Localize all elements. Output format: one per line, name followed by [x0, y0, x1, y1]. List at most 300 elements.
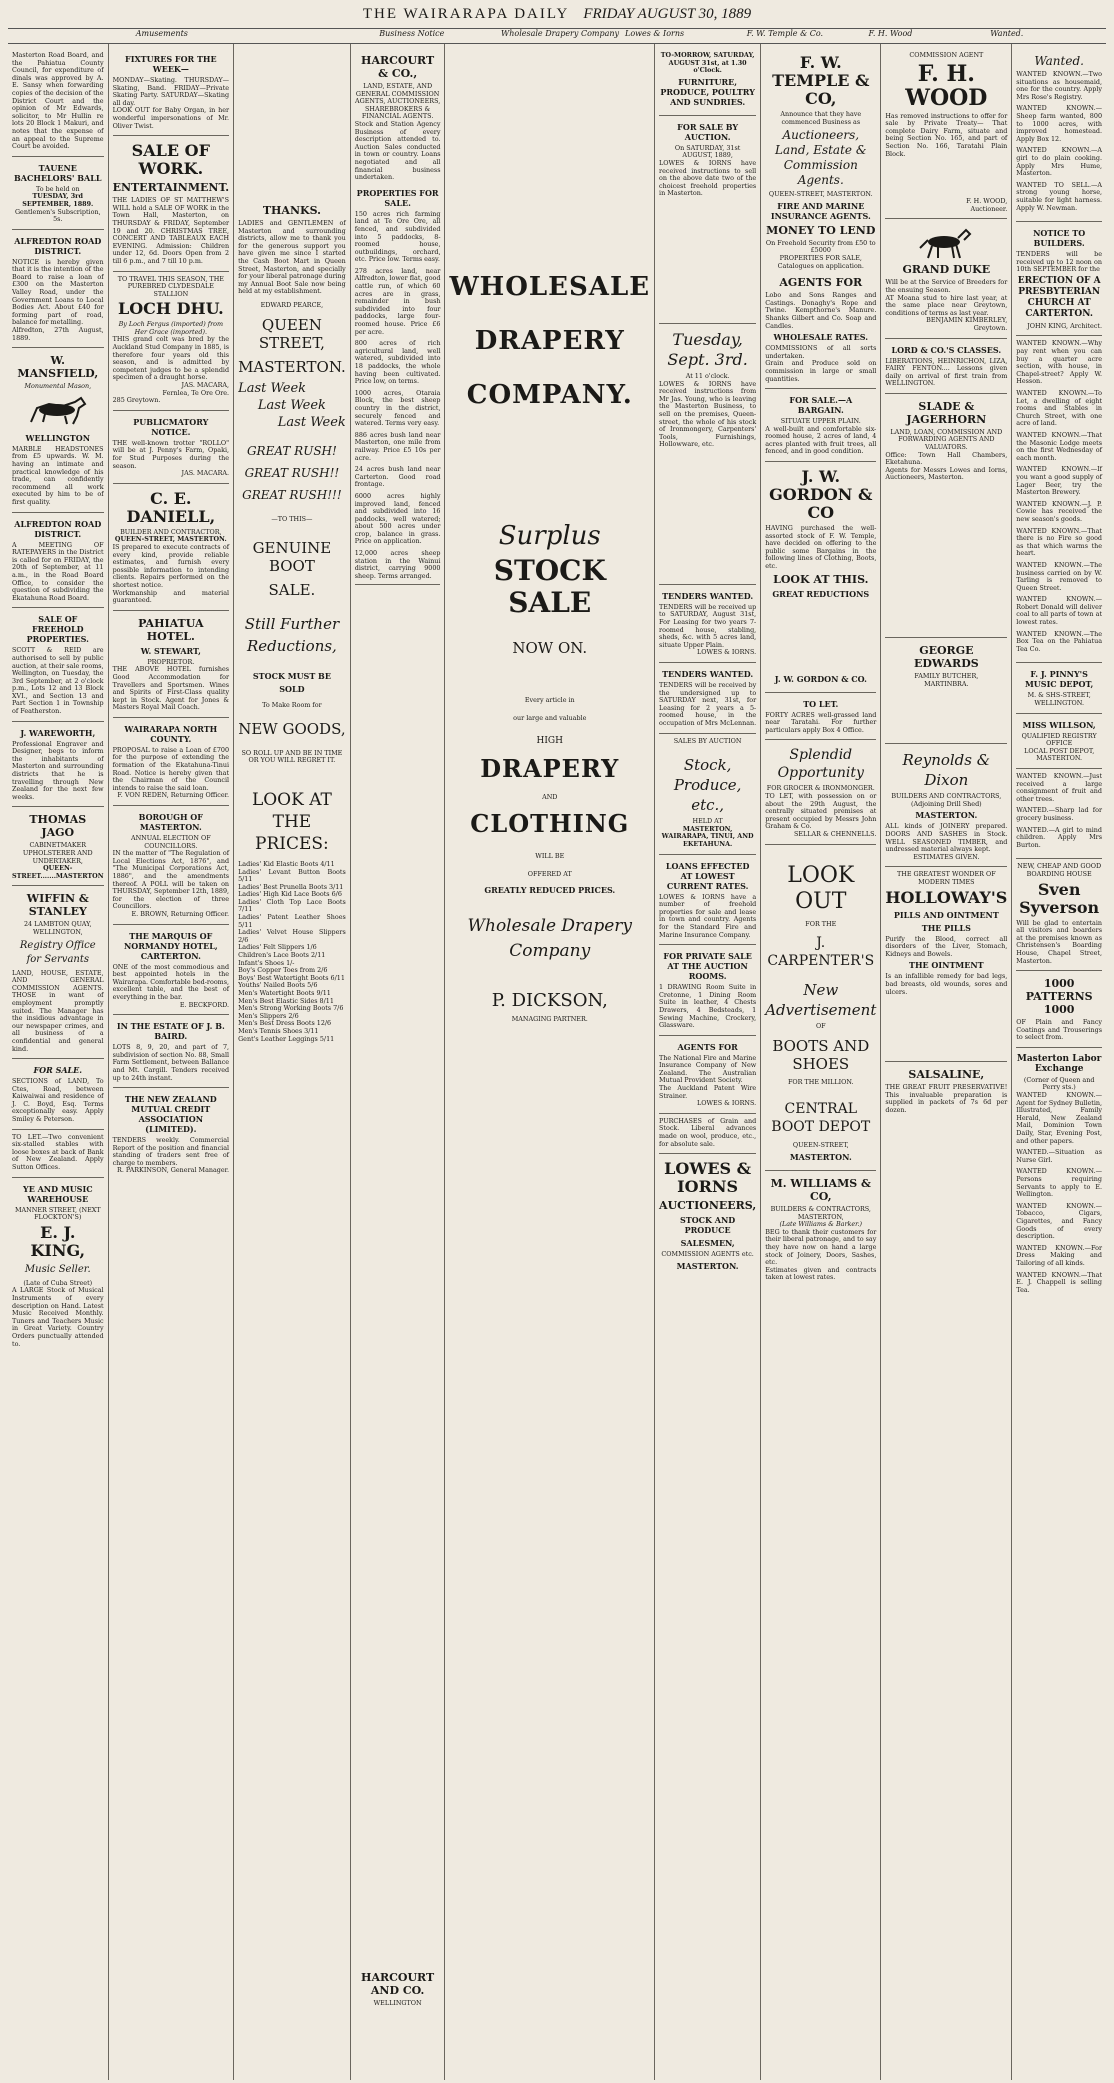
- ad-freehold-sale: [12, 608, 104, 721]
- ad-carpenter: [765, 845, 876, 1171]
- ad-display: NEW GOODS,: [238, 719, 346, 738]
- ad-title: Splendid Opportunity: [777, 747, 864, 782]
- ad-sign: JOHN KING, Architect.: [1027, 321, 1103, 330]
- ad-meeting: [12, 513, 104, 609]
- ad-display: Wholesale Drapery: [467, 915, 632, 936]
- property-item: 886 acres bush land near Masterton, one mile from railway. Price £5 10s per acre.: [354, 430, 441, 462]
- wanted-item: WANTED KNOWN.—Sheep farm wanted, 800 to 1000 acres, with improved homestead. Apply Box 12.: [1016, 104, 1103, 143]
- ad-display: OF: [815, 1022, 826, 1031]
- ad-sign: F. H. WOOD,: [966, 197, 1008, 206]
- ad-display: QUEEN STREET,: [258, 315, 325, 352]
- ad-display: GREAT RUSH! GREAT RUSH!! GREAT RUSH!!!: [242, 443, 342, 502]
- ad-title: Stock, Produce, etc.,: [673, 756, 742, 815]
- ad-sign: Greytown.: [973, 323, 1008, 332]
- ad-title: FURNITURE, PRODUCE, POULTRY AND SUNDRIES.: [660, 76, 755, 107]
- ad-fixtures: [113, 48, 230, 136]
- ad-title: FOR SALE.—A BARGAIN.: [789, 395, 853, 416]
- ad-display: New Advertisement: [765, 981, 877, 1020]
- wanted-item: WANTED KNOWN.—Two situations as housemaid, one for the country. Apply Mrs Rose's Registry.: [1016, 70, 1103, 101]
- section-label: Wholesale Drapery Company: [501, 29, 620, 38]
- ad-display: LOOK OUT: [787, 862, 855, 914]
- ad-private-sale: [659, 945, 756, 1036]
- ad-place: QUEEN-STREET.......MASTERTON: [12, 864, 104, 880]
- ad-display: NOW ON.: [512, 639, 588, 657]
- ad-sub: Announce that they have commenced Business as: [780, 110, 862, 126]
- column-9: [1012, 44, 1106, 2080]
- wanted-item: WANTED.—Sharp lad for grocery business.: [1016, 806, 1103, 822]
- section-label: Amusements: [135, 29, 188, 38]
- ad-labor-exchange: [1016, 1048, 1102, 1299]
- ad-splendid: [765, 740, 876, 844]
- ad-display: To Make Room for: [262, 701, 322, 710]
- divider: [355, 584, 441, 585]
- ad-wiffin: [12, 886, 104, 1059]
- ad-text: TENDERS will be received by the undersigned up to SATURDAY next, 31st, for Leasing for 2 years a 5-roomed house, in the occupation of Mrs McLennan.: [659, 681, 757, 727]
- price-line: Infant's Shoes 1/-: [238, 958, 295, 967]
- wanted-item: WANTED KNOWN.—Tobacco, Cigars, Cigarettes, and Fancy Goods of every description.: [1016, 1201, 1103, 1241]
- ad-sign: LOWES & IORNS.: [697, 1099, 757, 1108]
- ad-title: LORD & CO.'S CLASSES.: [891, 344, 1002, 355]
- ad-title: ALFREDTON ROAD DISTRICT.: [14, 518, 102, 539]
- ad-sign: Fernlea, Te Ore Ore.: [162, 388, 230, 397]
- column-6: [655, 44, 761, 2080]
- ad-text: ALL kinds of JOINERY prepared. DOORS AND SASHES in Stock. WELL SEASONED TIMBER, and undressed material always kept.: [885, 822, 1008, 854]
- ad-text: Is an infallible remedy for bad legs, bad breasts, old wounds, sores and ulcers.: [885, 972, 1008, 996]
- ad-sub: ANNUAL ELECTION OF COUNCILLORS.: [130, 834, 211, 850]
- ad-sub: NEW, CHEAP AND GOOD BOARDING HOUSE: [1017, 862, 1102, 878]
- ad-text: WANTED KNOWN.—Agent for Sydney Bulletin, Illustrated, Family Herald, New Zealand Mail, Dominion Town Daily, Star, Evening Post, and other papers.: [1016, 1091, 1103, 1145]
- price-line: Men's Watertight Boots 9/11: [238, 989, 331, 997]
- ad-sub: QUALIFIED REGISTRY OFFICE: [1021, 731, 1097, 748]
- ad-title: Reynolds & Dixon: [902, 751, 991, 790]
- ad-place: MASTERTON.: [1036, 754, 1083, 763]
- column-2: [109, 44, 235, 2080]
- property-item: 150 acres rich farming land at Te Ore Ore, all fenced, and subdivided into 5 paddocks, 8-roomed house, outbuildings, orchard, etc. Price low. Terms easy.: [354, 209, 441, 264]
- ad-heading: Registry Office for Servants: [19, 939, 96, 965]
- ad-text: BEG to thank their customers for their liberal patronage, and to say they have now on hand a large stock of Joinery, Doors, Sashes, etc.: [765, 1227, 877, 1267]
- ad-sub: AGENTS FOR: [779, 276, 863, 290]
- ad-display: STOCK SALE: [493, 554, 606, 619]
- ad-wholesale-drapery: [449, 48, 650, 1028]
- ad-sub: HELD AT: [692, 817, 723, 826]
- ad-loans: [659, 855, 756, 946]
- ad-display: QUEEN-STREET,: [792, 1141, 849, 1150]
- ad-title: SALSALINE,: [908, 1068, 985, 1082]
- ad-tenders-2: [659, 663, 756, 734]
- ad-display: OFFERED AT: [527, 869, 572, 878]
- wanted-item: WANTED KNOWN.—If you want a good supply of Lager Beer, try the Masterton Brewery.: [1016, 465, 1103, 497]
- ad-sub: AUCTIONEERS,: [659, 1199, 757, 1213]
- price-line: Gent's Leather Leggings 5/11: [238, 1034, 335, 1043]
- ad-text: Will be at the Service of Breeders for the ensuing Season.: [885, 278, 1008, 294]
- ad-title: F. J. PINNY'S MUSIC DEPOT,: [1024, 669, 1094, 690]
- ad-patterns: [1016, 971, 1102, 1048]
- price-line: Ladies' Patent Leather Shoes 5/11: [238, 913, 346, 929]
- ad-role: FAMILY BUTCHER,: [914, 672, 979, 681]
- ad-display: our large and valuable: [513, 713, 587, 722]
- ad-display: BOOTS AND SHOES: [772, 1036, 870, 1073]
- ad-title: TENDERS WANTED.: [662, 590, 754, 601]
- ad-tenders: [659, 585, 756, 663]
- ad-sub: ERECTION OF A PRESBYTERIAN CHURCH AT CARTERTON.: [1017, 275, 1101, 319]
- ad-text: LIBERATIONS, HEINRICHON, LIZA, FAIRY FENTON.... Lessons given daily on arrival of first train from WELLINGTON.: [885, 356, 1008, 388]
- ad-county: [113, 718, 230, 806]
- ad-text: Grain and Produce sold on commission in large or small quantities.: [765, 359, 877, 383]
- ad-text: On Freehold Security from £50 to £5000: [765, 238, 876, 255]
- ad-title: SALE OF WORK.: [131, 141, 210, 179]
- ad-display: WHOLESALE: [449, 272, 651, 302]
- ad-marquis-hotel: [113, 925, 230, 1016]
- section-label: F. W. Temple & Co.: [746, 29, 824, 38]
- ad-sub: (Corner of Queen and Perry sts.): [1023, 1075, 1095, 1092]
- ad-place: MASTERTON.: [915, 810, 978, 821]
- ad-sub: SITUATE UPPER PLAIN.: [780, 417, 861, 426]
- price-line: Ladies' Cloth Top Lace Boots 7/11: [238, 897, 346, 914]
- ad-title: M. WILLIAMS & CO,: [770, 1176, 871, 1203]
- wanted-item: WANTED KNOWN.—Persons requiring Servants to apply to E. Wellington.: [1016, 1167, 1103, 1199]
- ad-title: PROPERTIES FOR SALE.: [356, 187, 439, 208]
- ad-title: J. WAREWORTH,: [20, 727, 96, 738]
- ad-text: Estimates given and contracts taken at lowest rates.: [765, 1265, 877, 1282]
- wanted-item: WANTED KNOWN.—That the Masonic Lodge meets on the first Wednesday of each month.: [1016, 431, 1103, 462]
- ad-sub: COMMISSION AGENTS etc.: [661, 1250, 754, 1259]
- columns: [8, 44, 1106, 2080]
- ad-pinny-music: [1016, 663, 1102, 713]
- ad-addr: M. & SHS-STREET, WELLINGTON.: [1027, 691, 1091, 708]
- ad-display: CENTRAL BOOT DEPOT: [771, 1101, 871, 1136]
- ad-display: COMPANY.: [466, 380, 633, 410]
- ad-display: MANAGING PARTNER.: [511, 1014, 588, 1023]
- price-line: Ladies' High Kid Lace Boots 6/6: [238, 890, 342, 899]
- ad-lord-classes: [885, 339, 1007, 394]
- ad-sign: E. BECKFORD.: [179, 1000, 230, 1009]
- ad-display: MASTERTON.: [789, 1151, 852, 1162]
- ad-text: Purify the Blood, correct all disorders of the Liver, Stomach, Kidneys and Bowels.: [885, 934, 1008, 958]
- ad-sign: F. VON REDEN, Returning Officer.: [117, 791, 230, 800]
- ad-title: LOWES & IORNS: [664, 1159, 752, 1197]
- ad-road-board: [12, 230, 104, 349]
- ad-agents: [659, 1036, 756, 1114]
- ad-sub: FIRE AND MARINE INSURANCE AGENTS.: [770, 200, 871, 221]
- ad-sub: ESTIMATES GIVEN.: [913, 852, 980, 861]
- ad-place: MASTERTON,: [797, 1212, 844, 1221]
- wanted-item: WANTED KNOWN.—A girl to do plain cooking. Apply Mrs Hume, Masterton.: [1016, 146, 1103, 178]
- ad-title: ALFREDTON ROAD DISTRICT.: [14, 235, 102, 256]
- section-label: [8, 29, 130, 43]
- ad-role: BUILDERS AND CONTRACTORS,: [891, 792, 1002, 801]
- ad-line: Gentlemen's Subscription, 5s.: [14, 207, 101, 224]
- ad-sub: SALES BY AUCTION: [673, 736, 742, 745]
- ad-display: Last Week: [277, 414, 346, 430]
- ad-wood: [885, 48, 1007, 219]
- ad-to-let: [765, 693, 876, 741]
- ad-title: TO LET.: [803, 698, 839, 709]
- ad-sub: LOOK AT THIS.: [773, 572, 869, 586]
- column-text-block: [355, 589, 441, 1969]
- ad-text: TENDERS will be received up to SATURDAY, August 31st, For Leasing for two years 7-roomed house, stabling, sheds, &c. with 5 acres land, situate Upper Plain.: [659, 602, 757, 649]
- ad-text: A well-built and comfortable six-roomed house, 2 acres of land, 4 acres planted with fruit trees, all fenced, and in good condition.: [765, 424, 877, 456]
- price-list: [238, 861, 346, 1043]
- ad-jago: [12, 807, 104, 886]
- property-item: 1000 acres, Otaraia Block, the best sheep country in the district, securely fenced and watered. Terms very easy.: [354, 388, 441, 428]
- ad-daniell: [113, 484, 230, 611]
- ad-text: PURCHASES of Grain and Stock. Liberal advances made on wool, produce, etc., for absolute sale.: [659, 1116, 757, 1148]
- ad-name: E. J. KING,: [30, 1222, 86, 1260]
- ad-sub: At 11 o'clock.: [685, 371, 730, 380]
- ad-sign: JAS. MACARA.: [181, 469, 230, 478]
- ad-title: FIXTURES FOR THE WEEK—: [125, 54, 217, 74]
- price-line: Ladies' Best Prunella Boots 3/11: [238, 882, 344, 891]
- ad-text: THE ABOVE HOTEL furnishes Good Accommodation for Travellers and Sportsmen. Wines and Spirits of First-Class quality kept in Stock. Agent for Jones & Masters Royal Mail Coach.: [112, 665, 230, 712]
- price-line: Ladies' Felt Slippers 1/6: [238, 943, 317, 952]
- ad-title: Masterton Labor Exchange: [1016, 1053, 1102, 1074]
- ad-line: To be held on: [35, 184, 80, 193]
- ad-sub: (Adjoining Drill Shed): [910, 799, 982, 808]
- ad-sign: 285 Greytown.: [112, 396, 161, 405]
- ad-display: —TO THIS—: [271, 514, 313, 523]
- ad-tuesday-sale: [659, 324, 756, 585]
- ad-title: HARCOURT & CO.,: [361, 54, 435, 80]
- ad-text: Masterton Road Board, and the Pahiatua County Council, for expenditure of dinals was approved by A. E. Sansy when forwarding copies of the decision of the District Court and the opinion of Mr Edwards, solicitor, to Mr Hullin re lots 20 Block 1 Makuri, and notes that the expense of an appeal to the Supreme Court be avoided.: [12, 51, 104, 151]
- ad-display: DRAPERY: [480, 753, 620, 783]
- ad-title: THOMAS JAGO: [29, 813, 87, 840]
- ad-reynolds: [885, 744, 1007, 867]
- ad-addr: QUEEN-STREET, MASTERTON.: [768, 190, 873, 199]
- horse-icon: [885, 226, 1007, 260]
- ad-display: STOCK MUST BE: [252, 671, 331, 682]
- ad-text: PROPOSAL to raise a Loan of £700 for the purpose of extending the formation of the Ekatahuna-Tinui Road. Notice is hereby given that the Chairman of the Council intends to raise the said loan.: [112, 745, 230, 792]
- column-5: [445, 44, 655, 2080]
- ad-text: LAND, HOUSE, ESTATE, AND GENERAL COMMISSION AGENTS. THOSE in want of employment promptly suited. The Manager has the insidious advantage in our newspaper crimes, and all business of a confidential and general kind.: [12, 968, 104, 1053]
- ad-title: PUBLICMATORY NOTICE.: [133, 416, 209, 437]
- ad-sub: BUILDER AND CONTRACTOR,: [120, 527, 222, 536]
- ad-name: W. STEWART,: [140, 645, 201, 656]
- ad-display: MASTERTON.: [238, 357, 346, 376]
- ad-wanted-known: [1016, 336, 1102, 663]
- ad-text: Stock and Station Agency Business of every description attended to. Auction Sales conducted in town or country. Loans negotiated and all financial business undertaken.: [354, 119, 441, 182]
- ad-display: FOR THE MILLION.: [787, 1077, 854, 1086]
- ad-sub: (Late Williams & Barker.): [779, 1220, 863, 1229]
- ad-text: The National Fire and Marine Insurance Company of New Zealand. The Australian Mutual Provident Society.: [659, 1053, 757, 1085]
- ad-title: Tuesday, Sept. 3rd.: [667, 329, 748, 369]
- ad-lowes-iorns: [659, 1154, 756, 1279]
- ad-estate: [113, 1015, 230, 1088]
- ad-text: AT Moana stud to hire last year, at the same place near Greytown, conditions of terms as last year.: [885, 293, 1008, 317]
- ad-title: F. W. TEMPLE & CO,: [772, 53, 870, 108]
- ad-sub: 24 LAMBTON QUAY, WELLINGTON,: [23, 920, 92, 936]
- ad-title: W. MANSFIELD,: [17, 354, 99, 381]
- ad-text: Professional Engraver and Designer, begs to inform the inhabitants of Masterton and surrounding districts that he is travelling through New Zealand for the next few weeks.: [12, 739, 104, 801]
- wanted-item: WANTED KNOWN.—The Box Tea on the Pahiatua Tea Co.: [1016, 629, 1103, 653]
- ad-title: WIFFIN & STANLEY: [26, 892, 89, 919]
- wanted-item: WANTED KNOWN.—J. P. Cowie has received the new season's goods.: [1016, 499, 1103, 523]
- ad-sub: THE OINTMENT: [909, 960, 984, 971]
- section-label: Business Notice: [379, 29, 445, 38]
- ad-text: Lobo and Sons Ranges and Castings. Donaghy's Rope and Twine. Kempthorne's Manure. Shanks Gilbert and Co. Soap and Candles.: [765, 291, 877, 330]
- ad-display: WILL BE: [535, 852, 565, 861]
- ad-wanted-more: [1016, 769, 1102, 859]
- ad-display: DRAPERY: [474, 326, 625, 356]
- ad-title: HOLLOWAY'S: [885, 887, 1008, 907]
- ad-title: J. W. GORDON & CO: [769, 467, 873, 523]
- ad-temple: [765, 48, 876, 389]
- ad-text: LOWES & IORNS have a number of freehold properties for sale and lease in town and country. Agents for the Standard Fire and Marine Insurance Company.: [659, 892, 757, 939]
- ad-sign: E. BROWN, Returning Officer.: [131, 909, 230, 918]
- section-label: Wanted.: [990, 29, 1024, 38]
- ad-title: GEORGE EDWARDS: [913, 644, 979, 671]
- ad-title: WAIRARAPA NORTH COUNTY.: [124, 723, 218, 744]
- ad-borough: [113, 806, 230, 925]
- ad-builders-notice: [1016, 222, 1102, 336]
- ad-notice: [12, 48, 104, 157]
- ad-sign: R. PARKINSON, General Manager.: [117, 1166, 230, 1175]
- column-1: [8, 44, 109, 2080]
- wanted-item: WANTED KNOWN.—That E. J. Chappell is selling Tea.: [1016, 1270, 1103, 1294]
- ad-sale-of-work: [113, 136, 230, 271]
- ad-boot-sale: [238, 48, 346, 1048]
- price-line: Men's Best Elastic Sides 8/11: [238, 996, 334, 1005]
- ad-sub: PILLS AND OINTMENT: [893, 909, 999, 920]
- ad-credit-association: [113, 1088, 230, 1180]
- ad-title: TENDERS WANTED.: [662, 669, 754, 680]
- ad-text: A LARGE Stock of Musical Instruments of every description on Hand. Latest Music Received Monthly. Tuners and Teachers Music in Great Variety. Country Orders punctually attended to.: [12, 1286, 104, 1348]
- ad-text: MARBLE HEADSTONES from £5 upwards. W. M. having an intimate and practical knowledge of his trade, can confidently recommend all work executed by him to be of first quality.: [12, 444, 104, 506]
- ad-title: GRAND DUKE: [902, 263, 991, 277]
- ad-place: WELLINGTON: [25, 432, 90, 443]
- ad-text: COMMISSIONS of all sorts undertaken.: [765, 344, 877, 360]
- ad-title: Wanted.: [1034, 54, 1084, 68]
- ad-wanted: [1016, 48, 1102, 222]
- ad-display: AND: [542, 792, 558, 801]
- ad-sign: JAS. MACARA,: [181, 381, 230, 390]
- ad-role: Auctioneers, Land, Estate & Commission Agents.: [775, 128, 867, 188]
- wanted-item: WANTED KNOWN.—That there is no Fire so good as that which warms the heart.: [1016, 526, 1103, 558]
- ad-music: [12, 1178, 104, 1354]
- property-item: 24 acres bush land near Carterton. Good road frontage.: [354, 465, 441, 489]
- ad-sub: On SATURDAY, 31st AUGUST, 1889,: [674, 143, 741, 160]
- ad-display: Every article in: [524, 696, 575, 704]
- ad-display: Last Week: [257, 397, 326, 413]
- ad-syverson: [1016, 859, 1102, 971]
- ad-ball: [12, 157, 104, 230]
- ad-display: Surplus: [498, 521, 601, 551]
- wanted-item: WANTED KNOWN.—To Let, a dwelling of eight rooms and Stables in Church Street, with one acre of land.: [1016, 389, 1103, 428]
- ad-text: THE GREAT FRUIT PRESERVATIVE! This invaluable preparation is supplied in packets of 7s 6d per dozen.: [885, 1083, 1008, 1114]
- price-line: Boy's Copper Toes from 2/6: [238, 966, 328, 975]
- column-8: [881, 44, 1012, 2080]
- horse-icon: [12, 394, 104, 430]
- ad-title: YE AND MUSIC WAREHOUSE: [23, 1183, 93, 1204]
- price-line: Men's Strong Working Boots 7/6: [238, 1004, 344, 1013]
- ad-sub: THE PILLS: [921, 922, 971, 933]
- price-line: Men's Best Dress Boots 12/6: [238, 1019, 332, 1028]
- ad-pahiatua-hotel: [113, 611, 230, 718]
- ad-title: FOR SALE.: [33, 1065, 83, 1076]
- ad-holloway: [885, 867, 1007, 1062]
- ad-monumental: [12, 348, 104, 512]
- ad-for-sale: [12, 1059, 104, 1130]
- ad-text: Office: Town Hall Chambers, Eketahuna.: [885, 450, 1008, 467]
- ad-sub: WHOLESALE RATES.: [773, 332, 869, 343]
- wanted-item: WANTED KNOWN.—Just received a large consignment of fruit and other trees.: [1016, 772, 1103, 803]
- ad-display: SALE.: [268, 581, 316, 600]
- ad-sign: LOWES & IORNS.: [697, 648, 757, 657]
- ad-display: LOOK AT THE PRICES:: [251, 789, 332, 854]
- ad-text: THIS grand colt was bred by the Auckland Stud Company in 1885, is therefore four years old this season, and is admitted by competent judges to be a splendid specimen of a draught horse.: [112, 335, 230, 382]
- ad-bargain: [765, 389, 876, 462]
- ad-sign: Alfredton, 27th August, 1889.: [12, 326, 104, 342]
- ad-text: THE well-known trotter "ROLLO" will be at J. Penny's Farm, Opaki, for Stud Purposes during the season.: [112, 438, 230, 470]
- ad-role: BUILDERS & CONTRACTORS,: [770, 1204, 871, 1213]
- ad-title: SLADE & JAGERHORN: [906, 399, 987, 426]
- ad-title: FOR PRIVATE SALE AT THE AUCTION ROOMS.: [663, 951, 752, 982]
- column-4: [351, 44, 446, 2080]
- ad-sign: Auctioneer.: [970, 204, 1008, 213]
- ad-gordon: [765, 462, 876, 693]
- ad-display: SOLD: [279, 684, 305, 695]
- ad-addr: (Late of Cuba Street): [23, 1278, 93, 1287]
- ad-williams: [765, 1171, 876, 1287]
- ad-sign: BENJAMIN KIMBERLEY,: [926, 316, 1008, 325]
- ad-addr: MANNER STREET, (NEXT FLOCKTON'S): [14, 1205, 101, 1222]
- ad-sub: MONEY TO LEND: [766, 223, 876, 237]
- ad-sub: Monumental Mason,: [24, 382, 92, 391]
- ad-sub: CABINETMAKER UPHOLSTERER AND UNDERTAKER,: [22, 841, 93, 865]
- ad-furniture-sale: [659, 48, 756, 116]
- ad-role: LAND, LOAN, COMMISSION AND FORWARDING AGENTS AND VALUATORS.: [890, 427, 1003, 452]
- ad-sub: SALESMEN,: [680, 1238, 735, 1249]
- ad-text: NOTICE is hereby given that it is the intention of the Board to raise a loan of £300 on the Masterton Valley Road, under the Government Loans to Local Bodies Act. About £40 for forming part of road, balance for metalling.: [12, 257, 104, 327]
- property-item: 6000 acres highly improved land, fenced and subdivided into 16 paddocks, well watered; about 500 acres under crop, balance in grass. Price on application.: [354, 491, 441, 546]
- price-line: Children's Lace Boots 2/11: [238, 951, 326, 960]
- ad-sub: FOR GROCER & IRONMONGER.: [766, 784, 875, 793]
- masthead: [8, 6, 1106, 29]
- wanted-item: WANTED.—Situation as Nurse Girl.: [1016, 1148, 1103, 1164]
- ad-sub: By Loch Fergus (imported) from Her Grace (imported).: [118, 320, 224, 336]
- ad-display: GENUINE BOOT: [252, 539, 332, 576]
- ad-text: LOWES & IORNS have received instructions to sell on the above date two of the choicest freehold properties in Masterton.: [659, 158, 757, 198]
- ad-text: LADIES and GENTLEMEN of Masterton and surrounding districts, allow me to thank you for the generous support you have given me since I started the Cash Boot Mart in Queen Street, Masterton, and specially for your liberal patronage during my Annual Boot Sale now being held at my establishment.: [238, 219, 346, 296]
- ad-text: FORTY ACRES well-grassed land near Taratahi. For further particulars apply Box 4 Office.: [765, 710, 877, 734]
- ad-title: LOANS EFFECTED AT LOWEST CURRENT RATES.: [665, 860, 750, 891]
- ad-display: P. DICKSON,: [491, 989, 608, 1011]
- ad-sub: LAND, ESTATE, AND GENERAL COMMISSION AGENTS, AUCTIONEERS, SHAREBROKERS & FINANCIAL AGENTS.: [354, 82, 441, 121]
- ad-stallion: [113, 272, 230, 411]
- ad-addr: QUEEN-STREET, MASTERTON.: [114, 535, 227, 544]
- ad-sales-by-auction: [659, 734, 756, 855]
- property-item: 12,000 acres sheep station in the Wainui district, carrying 9000 sheep. Terms arranged.: [354, 549, 441, 580]
- masthead-title: THE WAIRARAPA DAILY: [362, 6, 570, 22]
- price-line: Men's Tennis Shoes 3/11: [238, 1026, 319, 1035]
- price-line: Men's Slippers 2/6: [238, 1011, 299, 1020]
- ad-text: ONE of the most commodious and best appointed hotels in the Wairarapa. Comfortable bed-rooms, excellent table, and the best of everything in the bar.: [112, 962, 230, 1001]
- ad-sub: STOCK AND PRODUCE: [679, 1215, 736, 1236]
- ad-text: A MEETING OF RATEPAYERS in the District is called for on FRIDAY, the 20th of September, at 11 a.m., in the Road Board Office, to consider the question of subdividing the Ekatahuna Road Board.: [12, 540, 104, 602]
- column-7: [761, 44, 881, 2080]
- section-label: Lowes & Iorns: [625, 29, 685, 38]
- ad-to-let: [12, 1130, 104, 1178]
- ad-engraver: [12, 722, 104, 808]
- wanted-item: WANTED.—A girl to mind children. Apply Mrs Burton.: [1016, 825, 1103, 849]
- ad-line: TUESDAY, 3rd SEPTEMBER, 1889.: [22, 192, 94, 208]
- ad-display: HIGH: [536, 736, 563, 747]
- ad-title: LOCH DHU.: [117, 299, 224, 319]
- ad-text: TO LET, with possession on or about the 29th August, the centrally situated premises at present occupied by Messrs John Graham & Co.: [765, 792, 877, 831]
- ad-title: THANKS.: [262, 204, 321, 217]
- ad-place: WELLINGTON: [373, 1999, 422, 2008]
- ad-text: THE LADIES OF ST MATTHEW'S WILL hold a SALE OF WORK in the Town Hall, Masterton, on THURSDAY & FRIDAY, September 19 and 20. CHRISTMAS TREE, CONCERT AND TABLEAUX EACH EVENING. Admission: Children under 12, 6d. Doors Open from 2 till 6 p.m., and 7 till 10 p.m.: [112, 196, 230, 265]
- ad-produce: [659, 1114, 756, 1154]
